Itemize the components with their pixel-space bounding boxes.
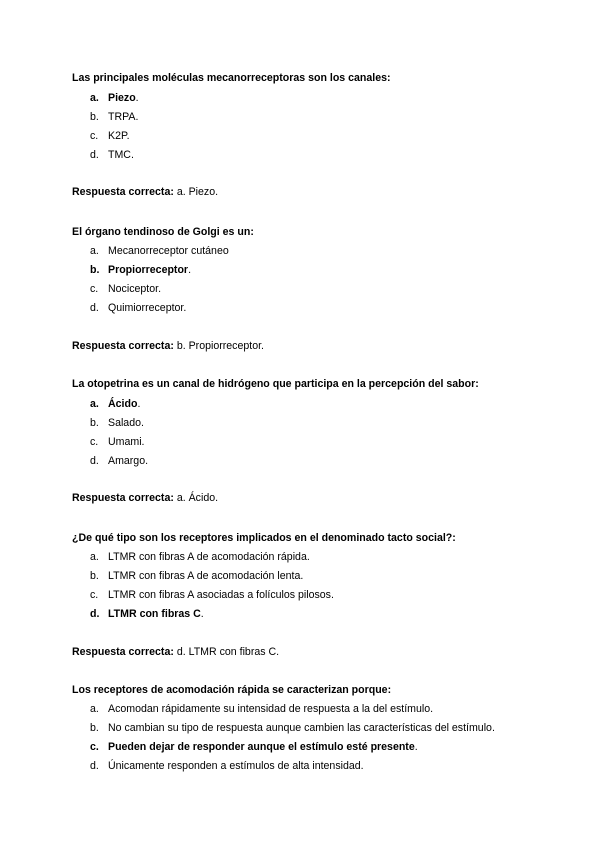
- option-letter: a.: [90, 703, 99, 715]
- question-4-text: ¿De qué tipo son los receptores implicados en el denominado tacto social?:: [72, 532, 456, 544]
- q5-option-a: [90, 703, 433, 716]
- option-end: .: [330, 589, 334, 601]
- option-end: .: [491, 722, 495, 734]
- answer-label: Respuesta correcta:: [72, 492, 174, 504]
- option-end: .: [145, 455, 149, 467]
- option-end: .: [188, 264, 192, 276]
- answer-label: Respuesta correcta:: [72, 646, 174, 658]
- option-end: .: [135, 111, 139, 123]
- option-text: Ácido: [108, 398, 138, 410]
- option-end: .: [183, 302, 187, 314]
- q3-option-c: [90, 436, 145, 449]
- option-text: Propiorreceptor: [108, 264, 189, 276]
- option-letter: b.: [90, 417, 99, 429]
- option-letter: d.: [90, 608, 100, 620]
- option-letter: c.: [90, 436, 99, 448]
- option-end: .: [430, 703, 434, 715]
- option-letter: a.: [90, 551, 99, 563]
- option-letter: c.: [90, 130, 99, 142]
- q4-option-c: [90, 589, 334, 602]
- option-text: TMC: [108, 149, 131, 161]
- answer-label: Respuesta correcta:: [72, 186, 174, 198]
- answer-value: a. Piezo.: [176, 186, 219, 198]
- option-end: .: [300, 570, 304, 582]
- answer-label: Respuesta correcta:: [72, 340, 174, 352]
- question-1-text: Las principales moléculas mecanorreceptoras son los canales:: [72, 72, 391, 84]
- q4-correct-answer: [72, 646, 279, 659]
- option-end: .: [126, 130, 130, 142]
- option-text: No cambian su tipo de respuesta aunque cambien las características del estímulo: [108, 722, 492, 734]
- option-text: LTMR con fibras A asociadas a folículos pilosos: [108, 589, 331, 601]
- option-text: LTMR con fibras C: [108, 608, 201, 620]
- q2-option-c: [90, 283, 161, 296]
- option-end: .: [141, 436, 145, 448]
- option-text: Acomodan rápidamente su intensidad de respuesta a la del estímulo: [108, 703, 431, 715]
- q2-option-b: [90, 264, 191, 277]
- q5-option-b: [90, 722, 495, 735]
- option-text: Piezo: [108, 92, 136, 104]
- option-end: .: [306, 551, 310, 563]
- option-end: .: [141, 417, 144, 429]
- option-letter: c.: [90, 283, 99, 295]
- option-text: Amargo: [108, 455, 146, 467]
- q1-option-c: [90, 130, 130, 143]
- option-letter: c.: [90, 589, 99, 601]
- option-text: Pueden dejar de responder aunque el estímulo esté presente: [108, 741, 415, 753]
- q4-option-a: [90, 551, 310, 564]
- question-2-text: El órgano tendinoso de Golgi es un:: [72, 226, 254, 238]
- q2-option-a: [90, 245, 229, 258]
- option-letter: d.: [90, 149, 99, 161]
- option-letter: b.: [90, 722, 99, 734]
- option-text: Salado: [108, 417, 141, 429]
- q3-option-a: [90, 398, 140, 411]
- question-3-text: La otopetrina es un canal de hidrógeno que participa en la percepción del sabor:: [72, 378, 479, 390]
- q3-correct-answer: [72, 492, 218, 505]
- option-text: Mecanorreceptor cutáneo: [108, 245, 229, 257]
- option-letter: a.: [90, 398, 99, 410]
- q1-option-b: [90, 111, 138, 124]
- option-letter: d.: [90, 302, 99, 314]
- option-letter: d.: [90, 455, 99, 467]
- option-letter: d.: [90, 760, 99, 772]
- option-end: .: [130, 149, 134, 161]
- option-text: Únicamente responden a estímulos de alta intensidad: [108, 760, 361, 772]
- q1-option-a: [90, 92, 139, 105]
- answer-value: a. Ácido.: [176, 492, 219, 504]
- option-text: LTMR con fibras A de acomodación rápida: [108, 551, 307, 563]
- option-letter: c.: [90, 741, 99, 753]
- option-end: .: [200, 608, 204, 620]
- option-text: Quimiorreceptor: [108, 302, 184, 314]
- option-letter: a.: [90, 92, 99, 104]
- option-text: LTMR con fibras A de acomodación lenta: [108, 570, 301, 582]
- q2-option-d: [90, 302, 186, 315]
- option-letter: a.: [90, 245, 99, 257]
- q1-correct-answer: [72, 186, 218, 199]
- option-text: Nociceptor: [108, 283, 159, 295]
- option-end: .: [360, 760, 364, 772]
- option-end: .: [158, 283, 162, 295]
- option-end: .: [135, 92, 139, 104]
- q5-option-c: [90, 741, 418, 754]
- option-end: .: [414, 741, 418, 753]
- q4-option-d: [90, 608, 204, 621]
- q3-option-b: [90, 417, 144, 430]
- option-letter: b.: [90, 111, 99, 123]
- option-end: .: [137, 398, 141, 410]
- q4-option-b: [90, 570, 303, 583]
- answer-value: d. LTMR con fibras C.: [176, 646, 280, 658]
- q3-option-d: [90, 455, 148, 468]
- answer-value: b. Propiorreceptor.: [176, 340, 264, 352]
- option-text: Umami: [108, 436, 142, 448]
- option-letter: b.: [90, 570, 99, 582]
- question-5-text: Los receptores de acomodación rápida se caracterizan porque:: [72, 684, 392, 696]
- option-text: K2P: [108, 130, 127, 142]
- q1-option-d: [90, 149, 134, 162]
- option-text: TRPA: [108, 111, 136, 123]
- q2-correct-answer: [72, 340, 264, 353]
- option-letter: b.: [90, 264, 100, 276]
- q5-option-d: [90, 760, 364, 773]
